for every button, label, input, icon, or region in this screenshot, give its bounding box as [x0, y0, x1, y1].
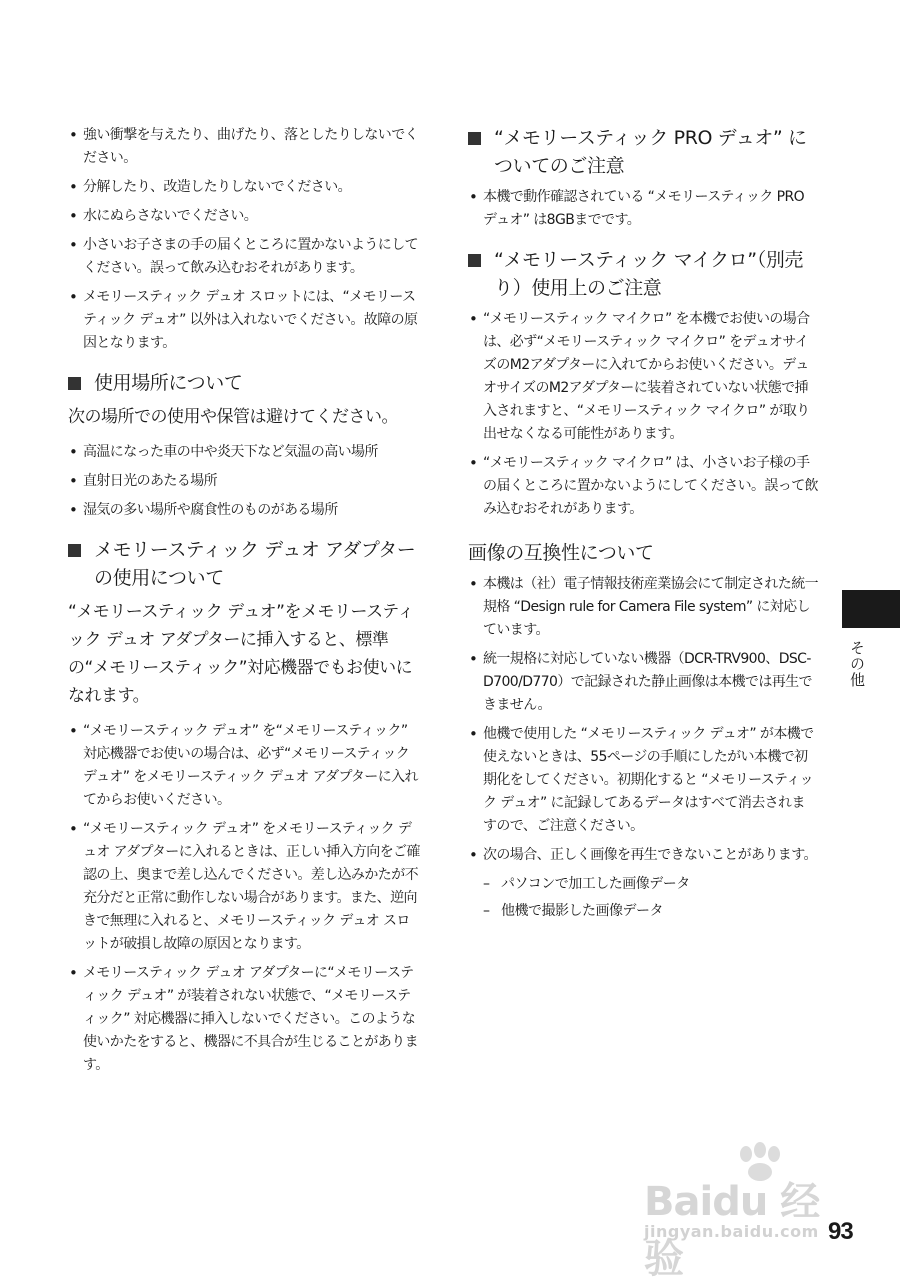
left-column [68, 124, 420, 1085]
list-item: • 分解したり、改造したりしないでください。 [68, 176, 420, 199]
list-item: • “メモリースティック マイクロ” は、小さいお子様の手の届くところに置かないようにしてください。誤って飲み込むおそれがあります。 [468, 452, 818, 521]
list-item: • 他機で使用した “メモリースティック デュオ” が本機で使えないときは、55ページの手順にしたがい本機で初期化をしてください。初期化すると “メモリースティック デュオ” に記録してあるデータはすべて消去されますので、ご注意ください。 [468, 723, 818, 838]
intro-bullet-list [68, 124, 420, 355]
section-heading-adapter [68, 536, 420, 592]
section-heading-place [68, 369, 420, 397]
watermark-url: jingyan.baidu.com [644, 1222, 819, 1241]
list-item: • 強い衝撃を与えたり、曲げたり、落としたりしないでください。 [68, 124, 420, 170]
page-number: 93 [828, 1218, 853, 1245]
watermark-brand: Baidu 经验 [644, 1179, 820, 1282]
list-item: • 直射日光のあたる場所 [68, 470, 420, 493]
micro-bullet-list [468, 308, 818, 521]
list-item: • 次の場合、正しく画像を再生できないことがあります。 [468, 844, 818, 867]
list-item: • 湿気の多い場所や腐食性のものがある場所 [68, 499, 420, 522]
square-bullet-icon [468, 254, 481, 267]
section-body-place: 次の場所での使用や保管は避けてください。 [68, 407, 398, 427]
adapter-bullet-list [68, 720, 420, 1077]
section-heading-micro [468, 246, 818, 302]
square-bullet-icon [468, 132, 481, 145]
side-tab-label: その他 [848, 640, 866, 688]
pro-bullet-list [468, 186, 818, 232]
heading-text: メモリースティック デュオ アダプターの使用について [94, 539, 416, 589]
dash-item: – パソコンで加工した画像データ [483, 873, 818, 896]
heading-text: 使用場所について [94, 372, 243, 394]
square-bullet-icon [68, 544, 81, 557]
right-column [468, 124, 818, 927]
section-heading-compat: 画像の互換性について [468, 542, 654, 564]
list-item: • 水にぬらさないでください。 [68, 205, 420, 228]
baidu-watermark [644, 1142, 844, 1282]
compat-dash-list [483, 873, 818, 923]
dash-item: – 他機で撮影した画像データ [483, 900, 818, 923]
list-item: • メモリースティック デュオ スロットには、“メモリースティック デュオ” 以外は入れないでください。故障の原因となります。 [68, 286, 420, 355]
list-item: • メモリースティック デュオ アダプターに“メモリースティック デュオ” が装着されない状態で、“メモリースティック” 対応機器に挿入しないでください。このような使いかたをすると、機器に不具合が生じることがあります。 [68, 962, 420, 1077]
section-heading-pro [468, 124, 818, 180]
list-item: • 小さいお子さまの手の届くところに置かないようにしてください。誤って飲み込むおそれがあります。 [68, 234, 420, 280]
list-item: • “メモリースティック デュオ” をメモリースティック デュオ アダプターに入れるときは、正しい挿入方向をご確認の上、奥まで差し込んでください。差し込みかたが不充分だと正常に動作しない場合があります。また、逆向きで無理に入れると、メモリースティック デュオ スロットが破損し故障の原因となります。 [68, 818, 420, 956]
side-index-tab [842, 590, 900, 628]
section-body-adapter: “メモリースティック デュオ”をメモリースティック デュオ アダプターに挿入すると、標準の“メモリースティック”対応機器でもお使いになれます。 [68, 602, 414, 706]
list-item: • 高温になった車の中や炎天下など気温の高い場所 [68, 441, 420, 464]
list-item: • 本機は（社）電子情報技術産業協会にて制定された統一規格 “Design rule for Camera File system” に対応しています。 [468, 573, 818, 642]
list-item: • 本機で動作確認されている “メモリースティック PRO デュオ” は8GBまでです。 [468, 186, 818, 232]
heading-text: “メモリースティック PRO デュオ” についてのご注意 [494, 127, 807, 177]
list-item: • 統一規格に対応していない機器（DCR-TRV900、DSC-D700/D770）で記録された静止画像は本機では再生できません。 [468, 648, 818, 717]
compat-bullet-list [468, 573, 818, 867]
list-item: • “メモリースティック デュオ” を“メモリースティック” 対応機器でお使いの場合は、必ず“メモリースティック デュオ” をメモリースティック デュオ アダプターに入れてからお使いください。 [68, 720, 420, 812]
list-item: • “メモリースティック マイクロ” を本機でお使いの場合は、必ず“メモリースティック マイクロ” をデュオサイズのM2アダプターに入れてからお使いください。デュオサイズのM2アダプターに装着されていない状態で挿入されますと、“メモリースティック マイクロ” が取り出せなくなる可能性があります。 [468, 308, 818, 446]
square-bullet-icon [68, 377, 81, 390]
heading-text: “メモリースティック マイクロ”（別売り）使用上のご注意 [494, 249, 804, 299]
place-bullet-list [68, 441, 420, 522]
